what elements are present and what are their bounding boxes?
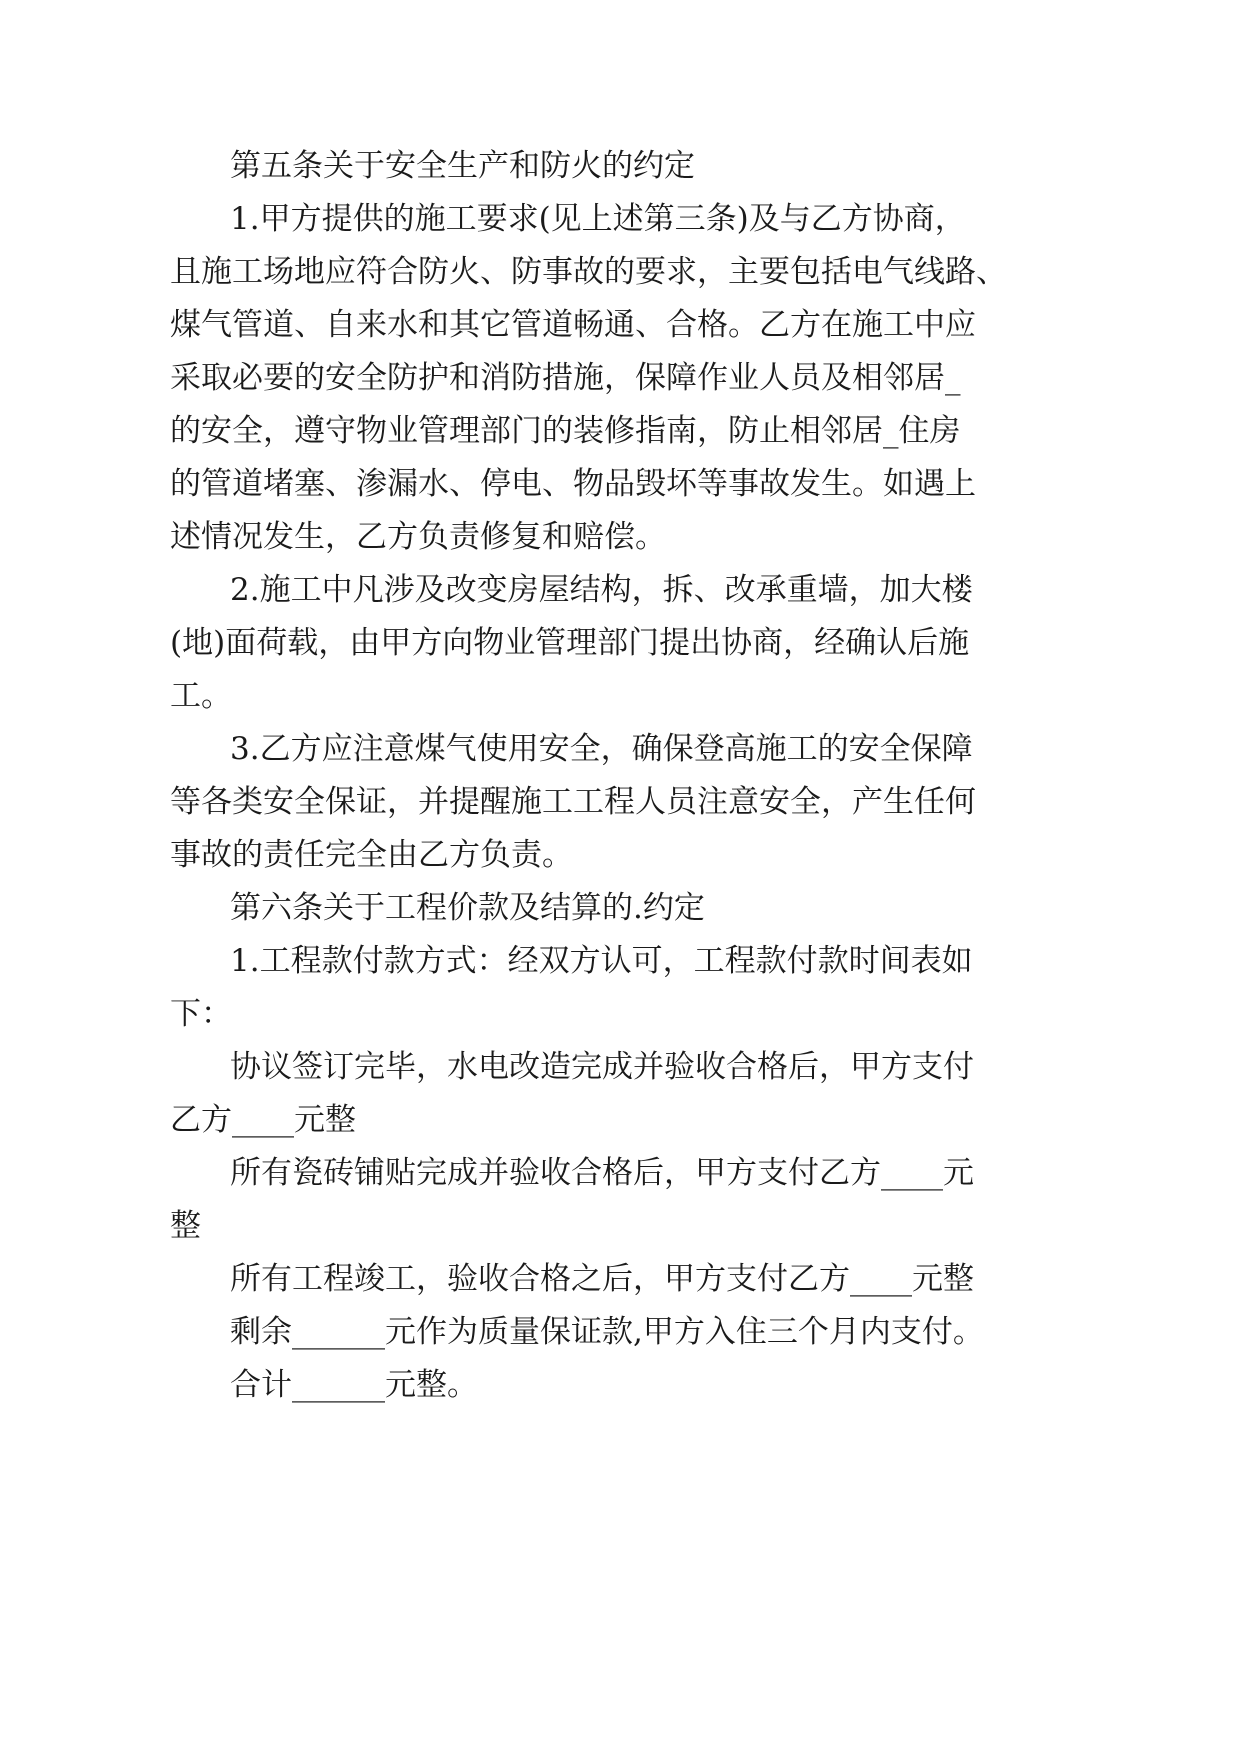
paragraph-line: 1.工程款付款方式：经双方认可，工程款付款时间表如: [230, 943, 973, 979]
paragraph-line: 工。: [170, 678, 232, 714]
paragraph-line: 述情况发生，乙方负责修复和赔偿。: [170, 519, 666, 555]
paragraph-line: 1.甲方提供的施工要求(见上述第三条)及与乙方协商，: [230, 201, 966, 237]
paragraph-line: 所有工程竣工，验收合格之后，甲方支付乙方____元整: [230, 1261, 974, 1297]
paragraph-line: 剩余______元作为质量保证款,甲方入住三个月内支付。: [230, 1314, 984, 1350]
paragraph-line: 的安全，遵守物业管理部门的装修指南，防止相邻居_住房: [170, 413, 961, 449]
article-5-heading: 第五条关于安全生产和防火的约定: [230, 148, 695, 184]
paragraph-line: (地)面荷载，由甲方向物业管理部门提出协商，经确认后施: [170, 625, 970, 661]
paragraph-line: 所有瓷砖铺贴完成并验收合格后，甲方支付乙方____元: [230, 1155, 974, 1191]
paragraph-line: 3.乙方应注意煤气使用安全，确保登高施工的安全保障: [230, 731, 973, 767]
paragraph-line: 煤气管道、自来水和其它管道畅通、合格。乙方在施工中应: [170, 307, 976, 343]
paragraph-line: 协议签订完毕，水电改造完成并验收合格后，甲方支付: [230, 1049, 974, 1085]
paragraph-line: 整: [170, 1208, 201, 1244]
paragraph-line: 乙方____元整: [170, 1102, 356, 1138]
paragraph-line: 事故的责任完全由乙方负责。: [170, 837, 573, 873]
article-6-heading: 第六条关于工程价款及结算的.约定: [230, 890, 705, 926]
paragraph-line: 合计______元整。: [230, 1367, 478, 1403]
paragraph-line: 2.施工中凡涉及改变房屋结构，拆、改承重墙，加大楼: [230, 572, 973, 608]
paragraph-line: 下：: [170, 996, 232, 1032]
paragraph-line: 且施工场地应符合防火、防事故的要求，主要包括电气线路、: [170, 254, 1007, 290]
paragraph-line: 的管道堵塞、渗漏水、停电、物品毁坏等事故发生。如遇上: [170, 466, 976, 502]
paragraph-line: 等各类安全保证，并提醒施工工程人员注意安全，产生任何: [170, 784, 976, 820]
paragraph-line: 采取必要的安全防护和消防措施，保障作业人员及相邻居_: [170, 360, 961, 396]
